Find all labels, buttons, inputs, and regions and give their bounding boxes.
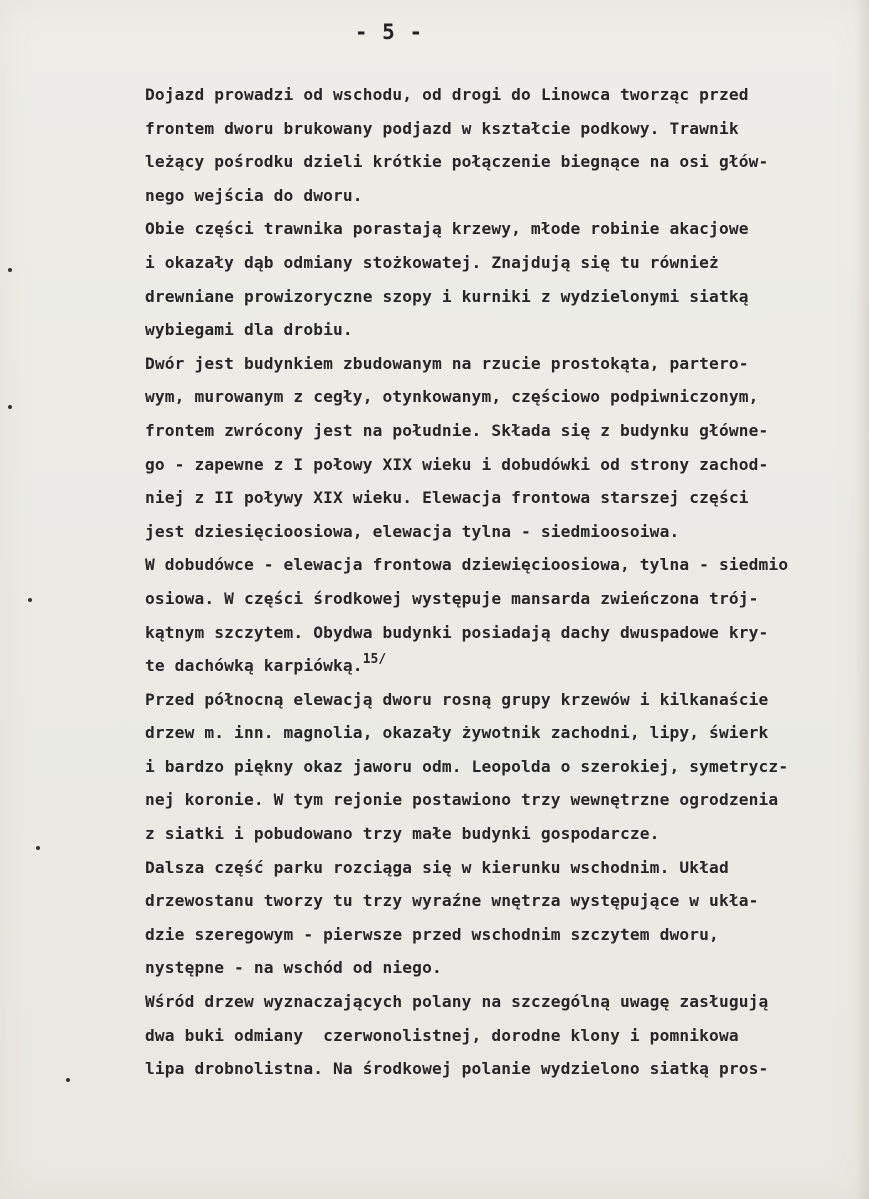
text-line: drewniane prowizoryczne szopy i kurniki z wydzielonymi siatką bbox=[145, 286, 749, 306]
text-line: dwa buki odmiany czerwonolistnej, dorodne klony i pomnikowa bbox=[145, 1025, 739, 1045]
text-line: nej koronie. W tym rejonie postawiono trzy wewnętrzne ogrodzenia bbox=[145, 790, 779, 810]
body-text bbox=[145, 78, 865, 1086]
text-line: wybiegami dla drobiu. bbox=[145, 320, 353, 340]
text-line: drzewostanu tworzy tu trzy wyraźne wnętrza występujące w ukła- bbox=[145, 891, 759, 911]
scan-speck bbox=[8, 268, 12, 272]
text-line: frontem dworu brukowany podjazd w kształcie podkowy. Trawnik bbox=[145, 118, 739, 138]
scan-speck bbox=[66, 1078, 70, 1082]
text-line: nego wejścia do dworu. bbox=[145, 185, 363, 205]
scan-speck bbox=[28, 598, 32, 602]
text-line: kątnym szczytem. Obydwa budynki posiadają dachy dwuspadowe kry- bbox=[145, 622, 769, 642]
text-line: Obie części trawnika porastają krzewy, młode robinie akacjowe bbox=[145, 219, 749, 239]
text-line: Dalsza część parku rozciąga się w kierunku wschodnim. Układ bbox=[145, 857, 729, 877]
footnote-reference: 15/ bbox=[362, 652, 387, 668]
text-line: W dobudówce - elewacja frontowa dziewięcioosiowa, tylna - siedmio bbox=[145, 555, 789, 575]
text-line: jest dziesięcioosiowa, elewacja tylna - siedmioosoiwa. bbox=[145, 521, 680, 541]
text-line: niej z II poływy XIX wieku. Elewacja frontowa starszej części bbox=[145, 488, 749, 508]
text-line: i okazały dąb odmiany stożkowatej. Znajdują się tu również bbox=[145, 252, 719, 272]
text-line: dzie szeregowym - pierwsze przed wschodnim szczytem dworu, bbox=[145, 924, 719, 944]
text-line: Wśród drzew wyznaczających polany na szczególną uwagę zasługują bbox=[145, 992, 769, 1012]
text-line: lipa drobnolistna. Na środkowej polanie wydzielono siatką pros- bbox=[145, 1059, 769, 1079]
text-line: nystępne - na wschód od niego. bbox=[145, 958, 442, 978]
line-text: te dachówką karpiówką. bbox=[145, 656, 363, 676]
text-line: wym, murowanym z cegły, otynkowanym, częściowo podpiwniczonym, bbox=[145, 387, 759, 407]
scan-speck bbox=[36, 846, 40, 850]
text-line: Dojazd prowadzi od wschodu, od drogi do Linowca tworząc przed bbox=[145, 85, 749, 104]
text-line: leżący pośrodku dzieli krótkie połączenie biegnące na osi głów- bbox=[145, 152, 769, 172]
text-line: i bardzo piękny okaz jaworu odm. Leopolda o szerokiej, symetrycz- bbox=[145, 756, 789, 776]
scan-speck bbox=[8, 405, 12, 409]
text-line: osiowa. W części środkowej występuje mansarda zwieńczona trój- bbox=[145, 588, 759, 608]
text-line: Dwór jest budynkiem zbudowanym na rzucie prostokąta, partero- bbox=[145, 353, 749, 373]
page-number: - 5 - bbox=[354, 20, 424, 44]
text-line bbox=[145, 649, 865, 683]
text-line: drzew m. inn. magnolia, okazały żywotnik zachodni, lipy, świerk bbox=[145, 723, 769, 743]
text-line: z siatki i pobudowano trzy małe budynki gospodarcze. bbox=[145, 824, 660, 844]
text-line: frontem zwrócony jest na południe. Składa się z budynku główne- bbox=[145, 420, 769, 440]
text-line: go - zapewne z I połowy XIX wieku i dobudówki od strony zachod- bbox=[145, 454, 769, 474]
text-line: Przed północną elewacją dworu rosną grupy krzewów i kilkanaście bbox=[145, 689, 769, 709]
